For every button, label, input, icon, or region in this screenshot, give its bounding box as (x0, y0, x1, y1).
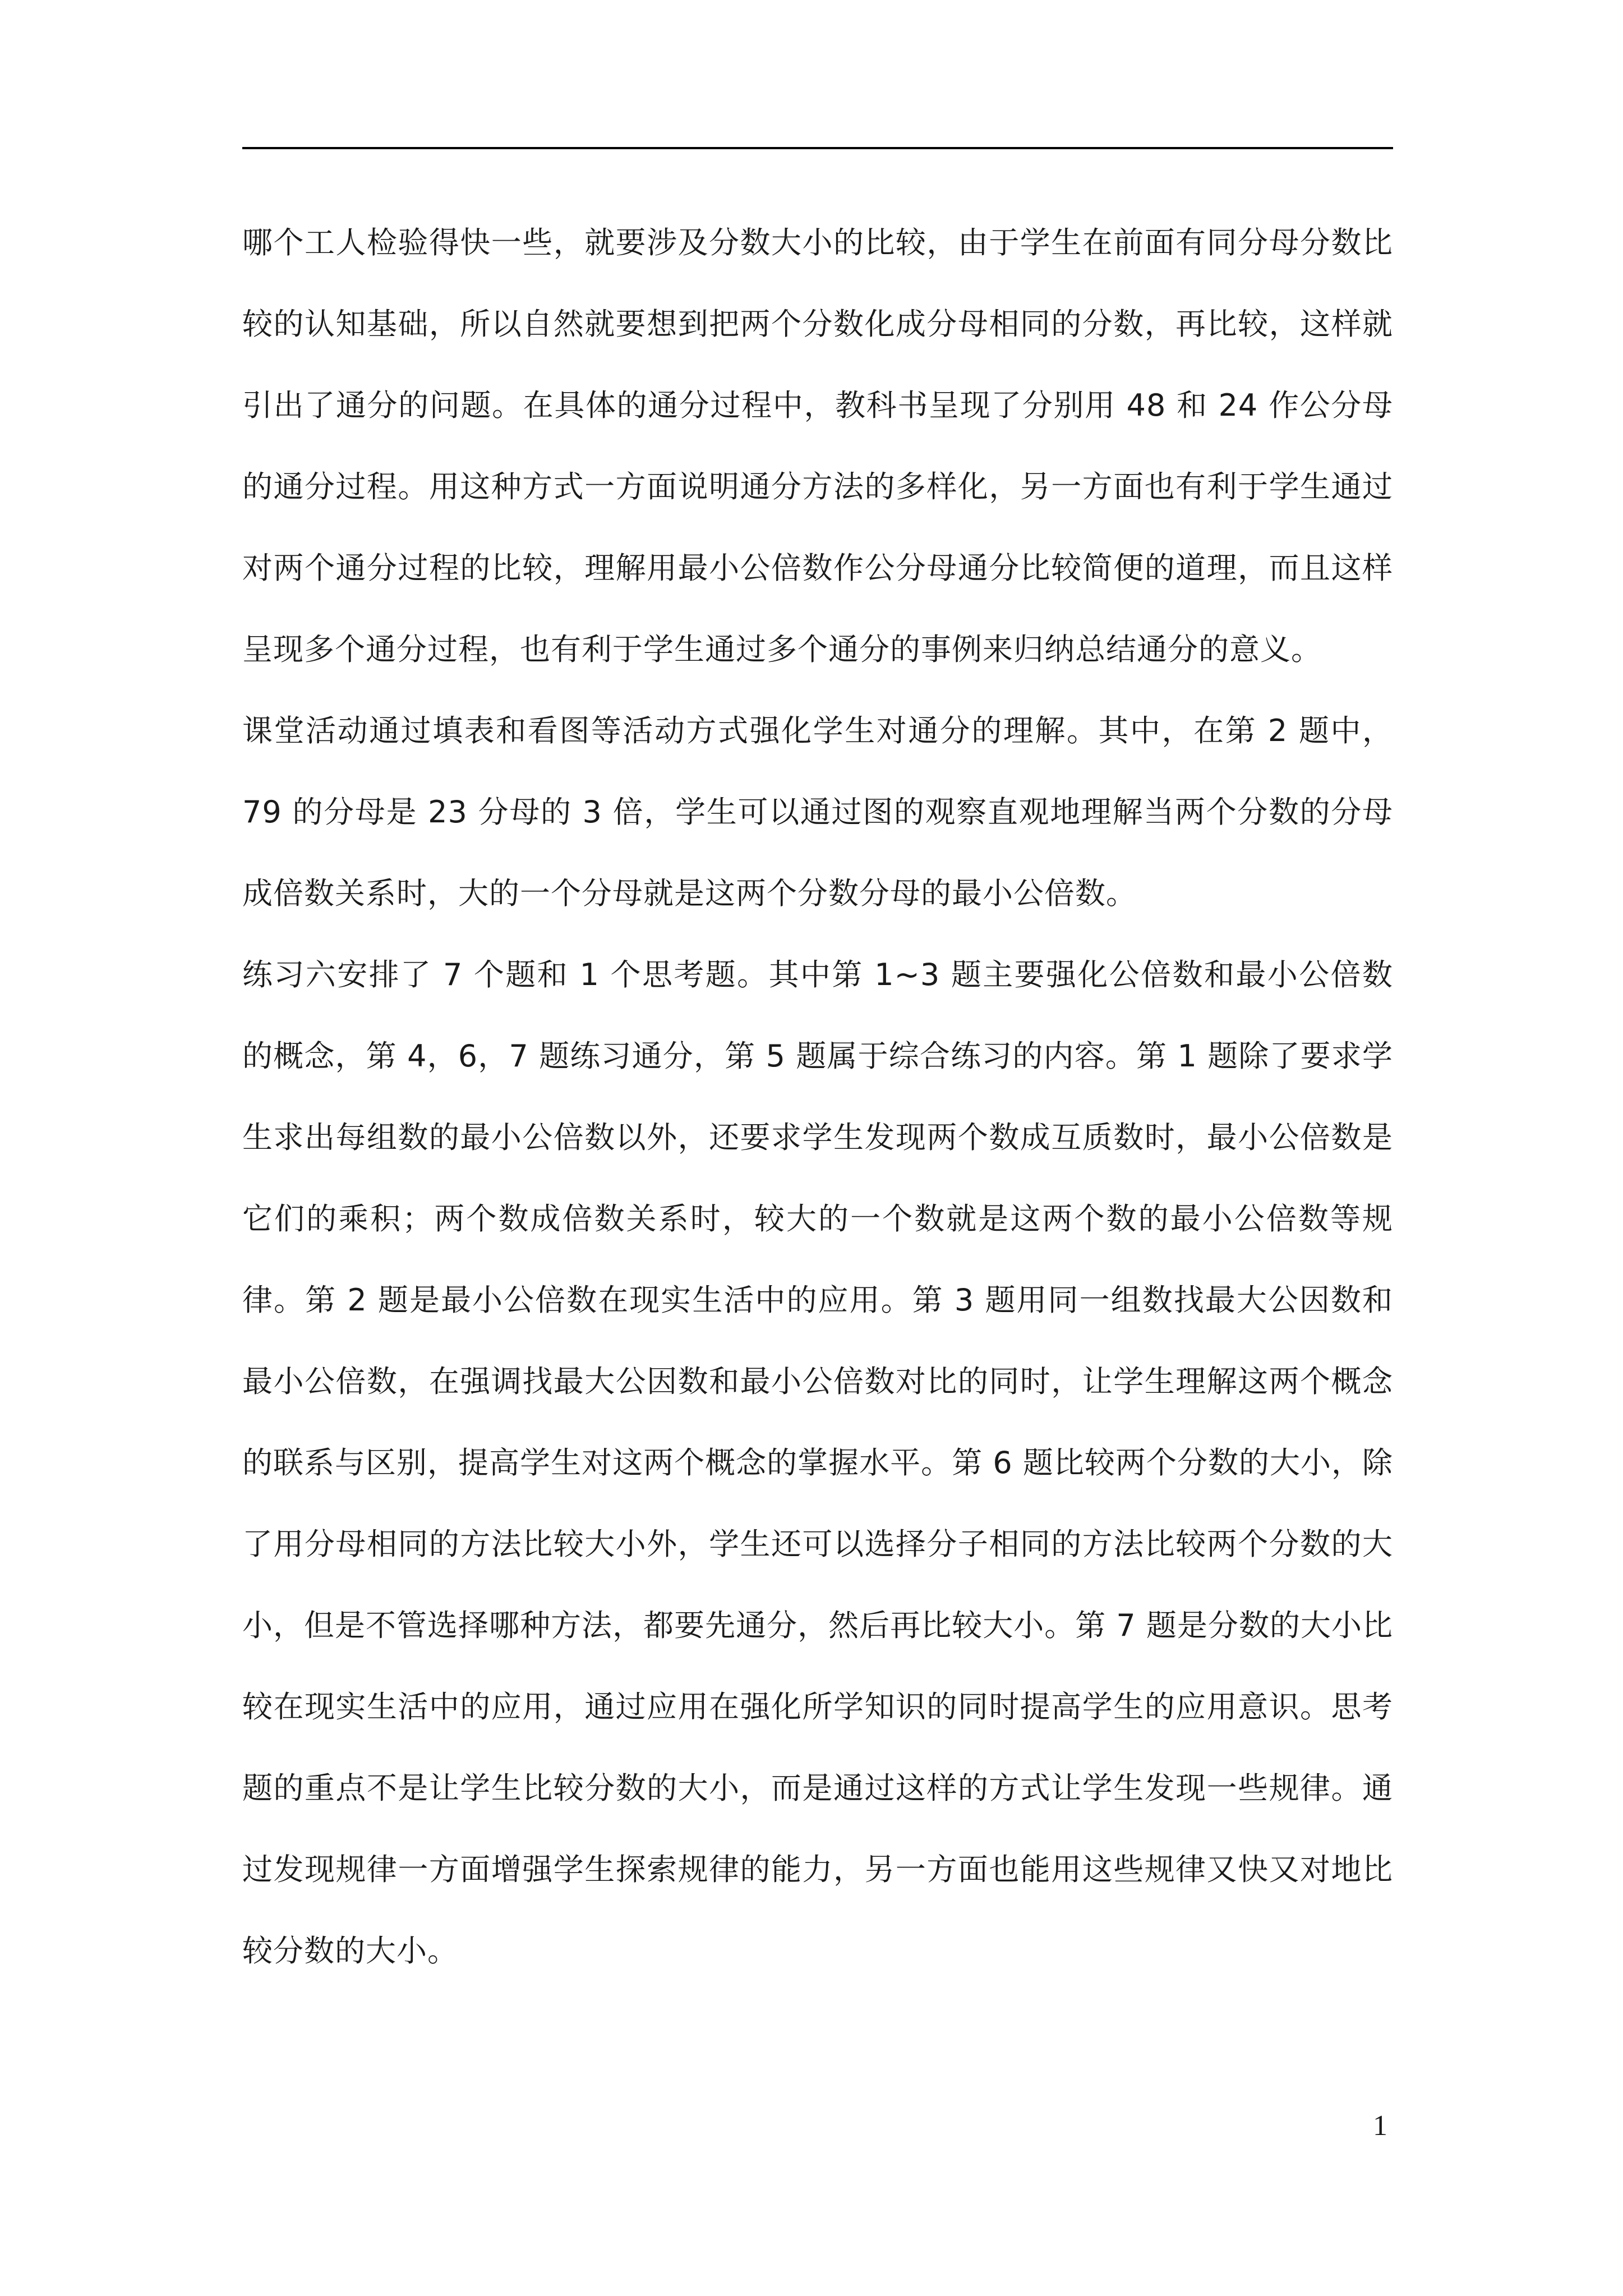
document-body (242, 202, 1393, 1991)
paragraph-1: 哪个工人检验得快一些，就要涉及分数大小的比较，由于学生在前面有同分母分数比较的认知基础，所以自然就要想到把两个分数化成分母相同的分数，再比较，这样就引出了通分的问题。在具体的通分过程中，教科书呈现了分别用 48 和 24 作公分母的通分过程。用这种方式一方面说明通分方法的多样化，另一方面也有利于学生通过对两个通分过程的比较，理解用最小公倍数作公分母通分比较简便的道理，而且这样呈现多个通分过程，也有利于学生通过多个通分的事例来归纳总结通分的意义。 (242, 225, 1393, 667)
paragraph-3: 练习六安排了 7 个题和 1 个思考题。其中第 1~3 题主要强化公倍数和最小公倍数的概念，第 4，6，7 题练习通分，第 5 题属于综合练习的内容。第 1 题除了要求学生求出每组数的最小公倍数以外，还要求学生发现两个数成互质数时，最小公倍数是它们的乘积；两个数成倍数关系时，较大的一个数就是这两个数的最小公倍数等规律。第 2 题是最小公倍数在现实生活中的应用。第 3 题用同一组数找最大公因数和最小公倍数，在强调找最大公因数和最小公倍数对比的同时，让学生理解这两个概念的联系与区别，提高学生对这两个概念的掌握水平。第 6 题比较两个分数的大小，除了用分母相同的方法比较大小外，学生还可以选择分子相同的方法比较两个分数的大小，但是不管选择哪种方法，都要先通分，然后再比较大小。第 7 题是分数的大小比较在现实生活中的应用，通过应用在强化所学知识的同时提高学生的应用意识。思考题的重点不是让学生比较分数的大小，而是通过这样的方式让学生发现一些规律。通过发现规律一方面增强学生探索规律的能力，另一方面也能用这些规律又快又对地比较分数的大小。 (242, 957, 1393, 1968)
header-rule (242, 147, 1393, 149)
paragraph-2: 课堂活动通过填表和看图等活动方式强化学生对通分的理解。其中，在第 2 题中，79 的分母是 23 分母的 3 倍，学生可以通过图的观察直观地理解当两个分数的分母成倍数关系时，大的一个分母就是这两个分数分母的最小公倍数。 (242, 713, 1393, 911)
page-number: 1 (1373, 2110, 1387, 2142)
